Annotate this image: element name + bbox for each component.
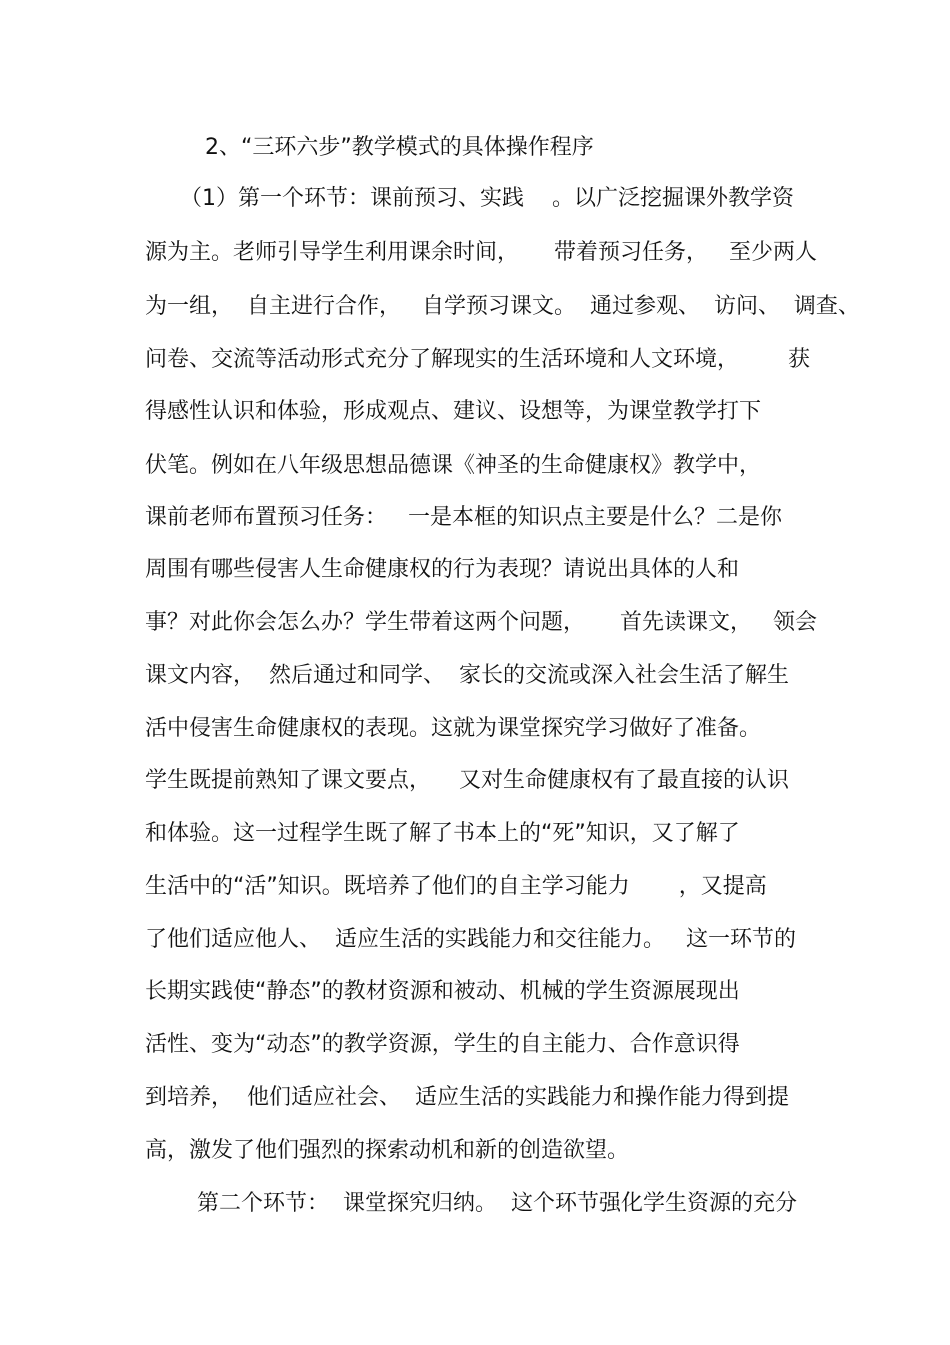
paragraph-line: 问卷、交流等活动形式充分了解现实的生活环境和人文环境， 获 [145,347,810,372]
section-heading: 2、“三环六步”教学模式的具体操作程序 [205,135,594,160]
paragraph-line: 课文内容， 然后通过和同学、 家长的交流或深入社会生活了解生 [145,663,789,688]
paragraph-line: 源为主。老师引导学生利用课余时间， 带着预习任务， 至少两人 [145,240,817,265]
paragraph-line: 生活中的“活”知识。既培养了他们的自主学习能力 ，又提高 [145,874,767,899]
paragraph-line: 了他们适应他人、 适应生活的实践能力和交往能力。 这一环节的 [145,927,796,952]
paragraph-line: 长期实践使“静态”的教材资源和被动、机械的学生资源展现出 [145,979,740,1004]
paragraph-line: 活中侵害生命健康权的表现。这就为课堂探究学习做好了准备。 [145,716,762,741]
paragraph-line: （1）第一个环节：课前预习、实践 。以广泛挖掘课外教学资 [180,186,794,211]
paragraph-line: 第二个环节： 课堂探究归纳。 这个环节强化学生资源的充分 [197,1191,797,1216]
paragraph-line: 学生既提前熟知了课文要点， 又对生命健康权有了最直接的认识 [145,768,789,793]
paragraph-line: 高，激发了他们强烈的探索动机和新的创造欲望。 [145,1138,630,1163]
paragraph-line: 伏笔。例如在八年级思想品德课《神圣的生命健康权》教学中， [145,453,762,478]
paragraph-line: 事？对此你会怎么办？学生带着这两个问题， 首先读课文， 领会 [145,610,817,635]
paragraph-line: 课前老师布置预习任务： 一是本框的知识点主要是什么？二是你 [145,505,782,530]
paragraph-line: 得感性认识和体验，形成观点、建议、设想等，为课堂教学打下 [145,399,762,424]
paragraph-line: 为一组， 自主进行合作， 自学预习课文。 通过参观、 访问、 调查、 [145,294,860,319]
paragraph-line: 和体验。这一过程学生既了解了书本上的“死”知识，又了解了 [145,821,740,846]
paragraph-line: 活性、变为“动态”的教学资源，学生的自主能力、合作意识得 [145,1032,740,1057]
paragraph-line: 到培养， 他们适应社会、 适应生活的实践能力和操作能力得到提 [145,1085,789,1110]
paragraph-line: 周围有哪些侵害人生命健康权的行为表现？请说出具体的人和 [145,557,740,582]
